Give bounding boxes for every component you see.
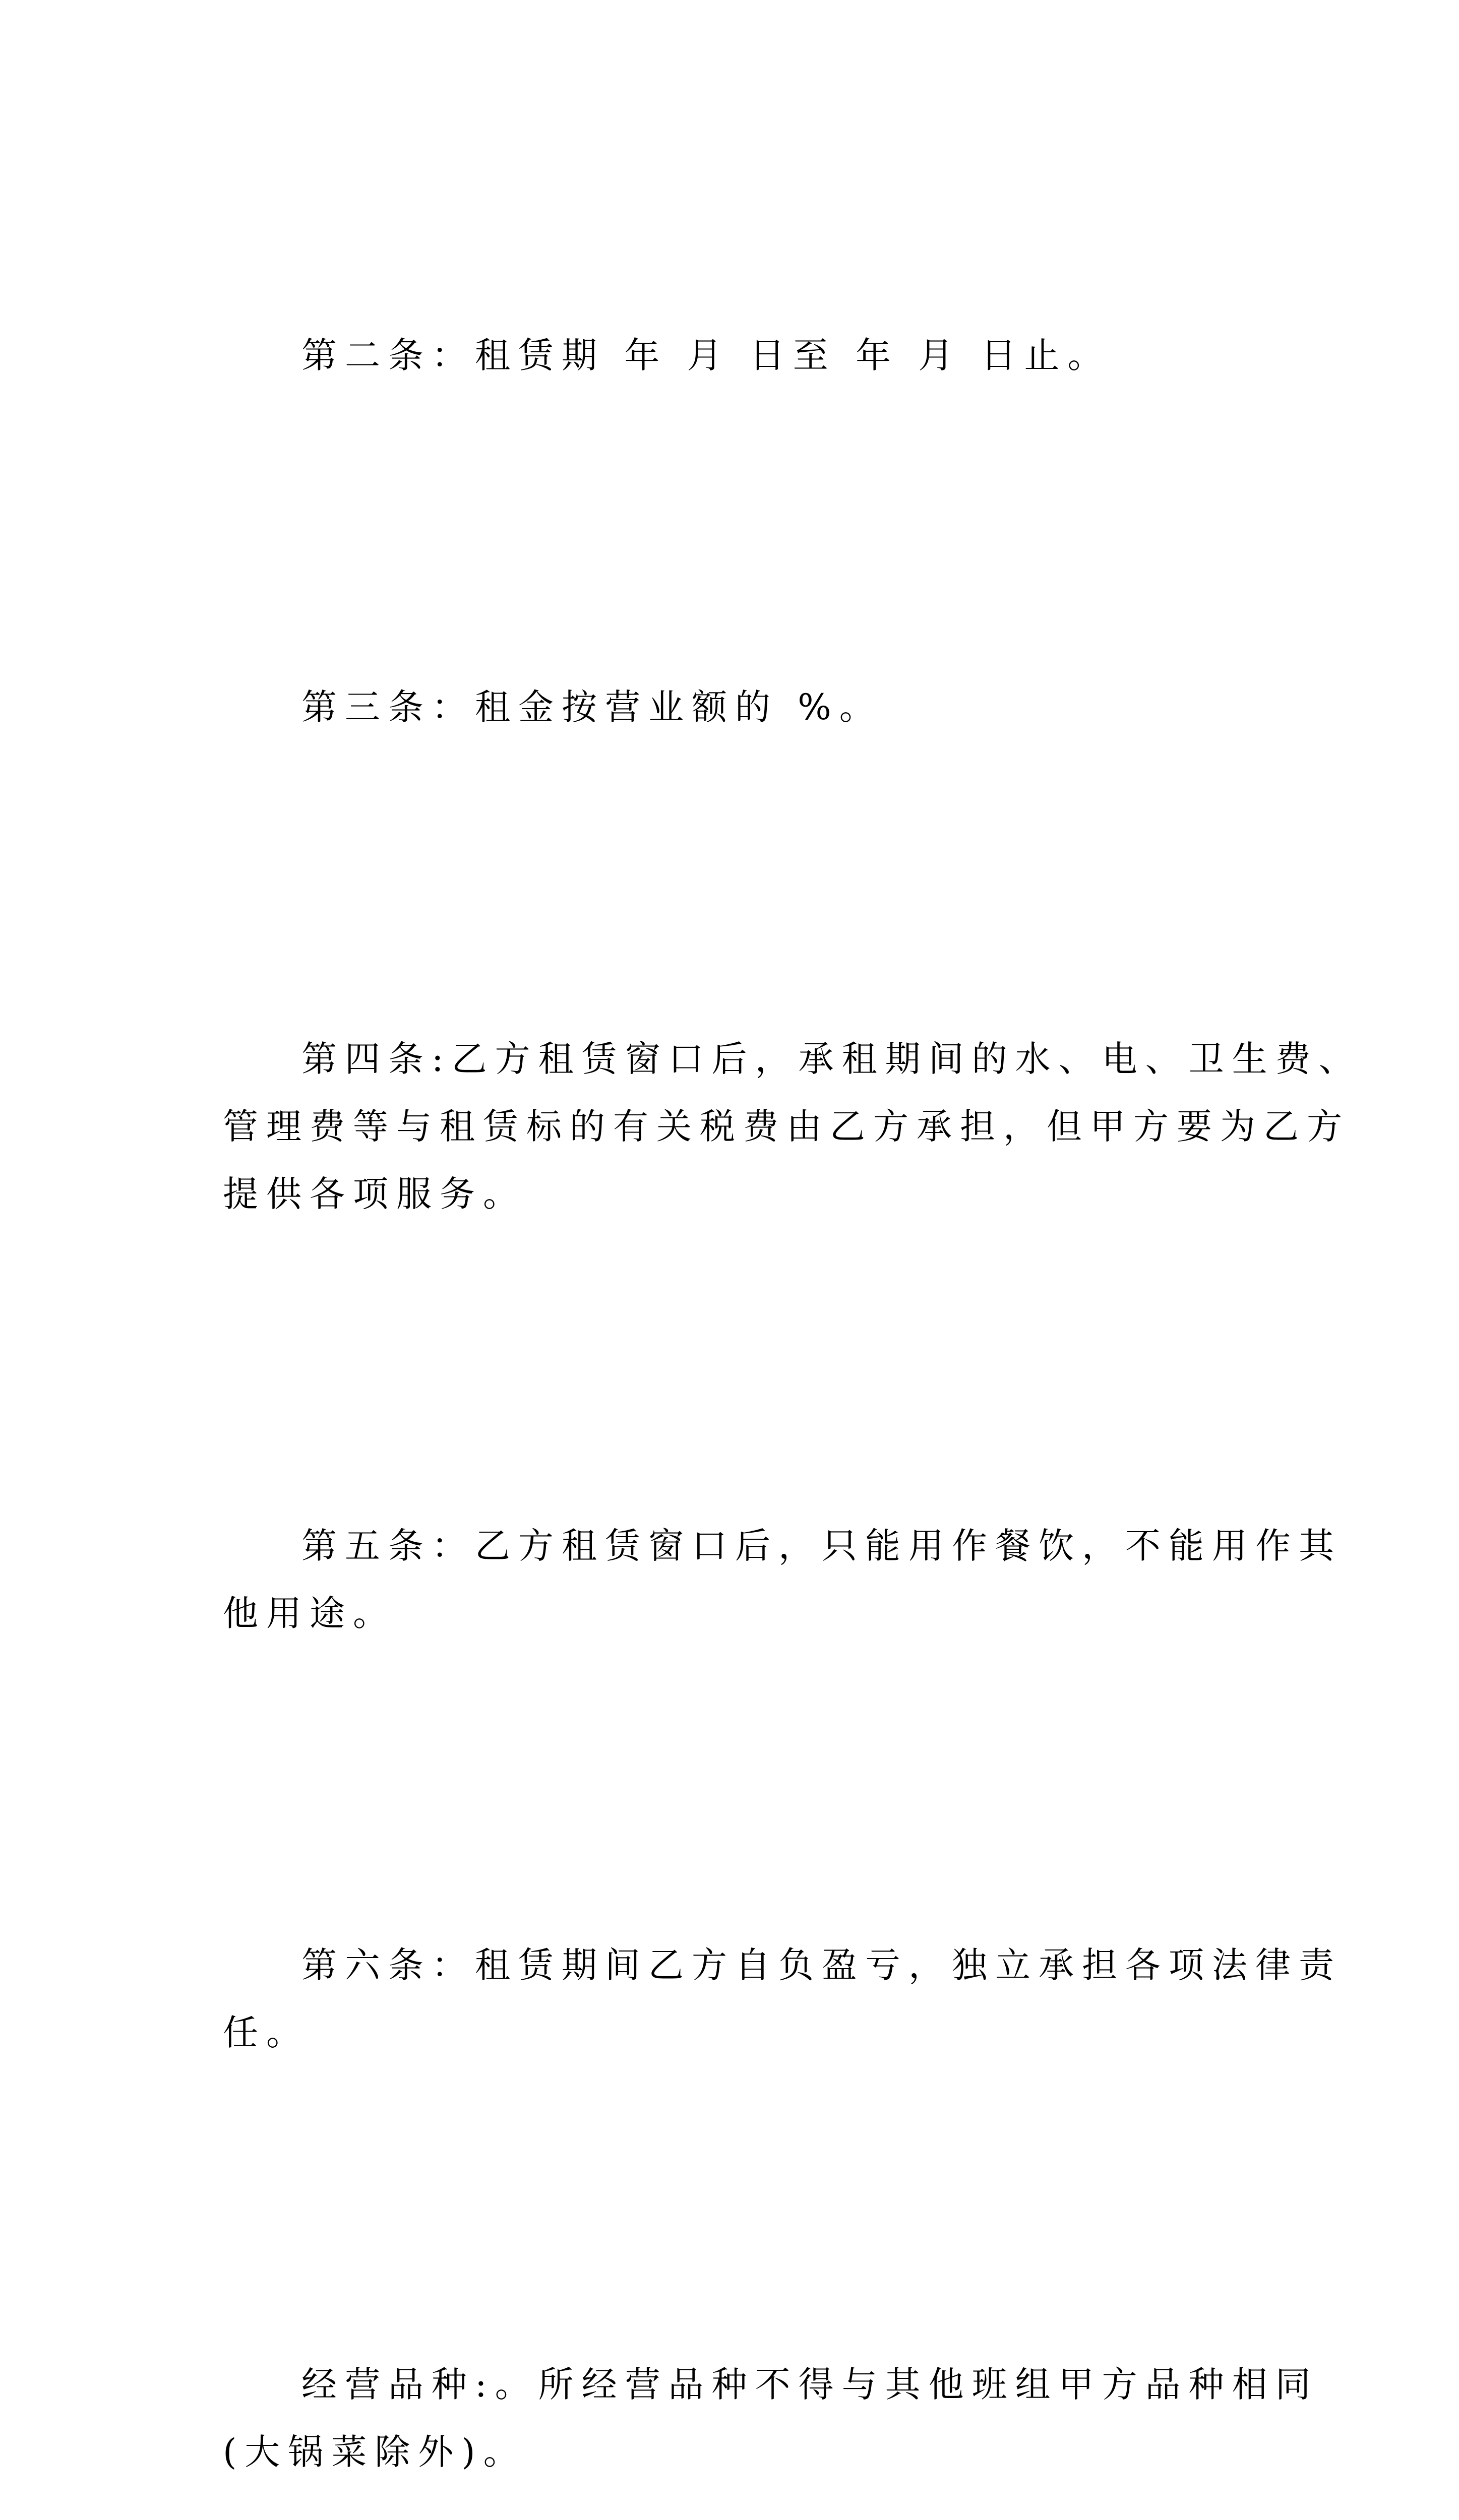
text-line: 第二条：租赁期 年 月 日至 年 月 日止。 — [301, 335, 1111, 376]
text-line: 管理费等与租赁标的有关税费由乙方承担，但甲方要为乙方 — [223, 1106, 1350, 1147]
text-line: (大锅菜除外)。 — [223, 2431, 527, 2473]
clause-2-lease-term — [223, 186, 1302, 524]
clause-6-liability — [223, 1796, 1342, 2201]
text-line: 经营品种:。所经营品种不得与其他班组甲方品种相同 — [301, 2364, 1319, 2405]
clause-4-fees — [223, 890, 1362, 1363]
text-line: 第三条：租金按营业额的 %。 — [301, 686, 883, 728]
clause-5-usage — [223, 1377, 1342, 1782]
document-body — [223, 186, 1362, 2520]
text-line: 第六条：租赁期间乙方自负盈亏，独立承担各项法律责 — [301, 1944, 1342, 1986]
text-line: 提供各项服务。 — [223, 1173, 526, 1215]
text-line: 第五条：乙方租赁窗口后，只能用作餐饮，不能用作其 — [301, 1525, 1342, 1566]
text-line: 他用途。 — [223, 1593, 396, 1634]
text-line: 第四条:乙方租赁窗口后，承租期间的水、电、卫生费、 — [301, 1038, 1362, 1080]
text-line: 任。 — [223, 2012, 310, 2053]
business-varieties — [223, 2216, 1319, 2520]
clause-3-rent — [223, 538, 1302, 876]
